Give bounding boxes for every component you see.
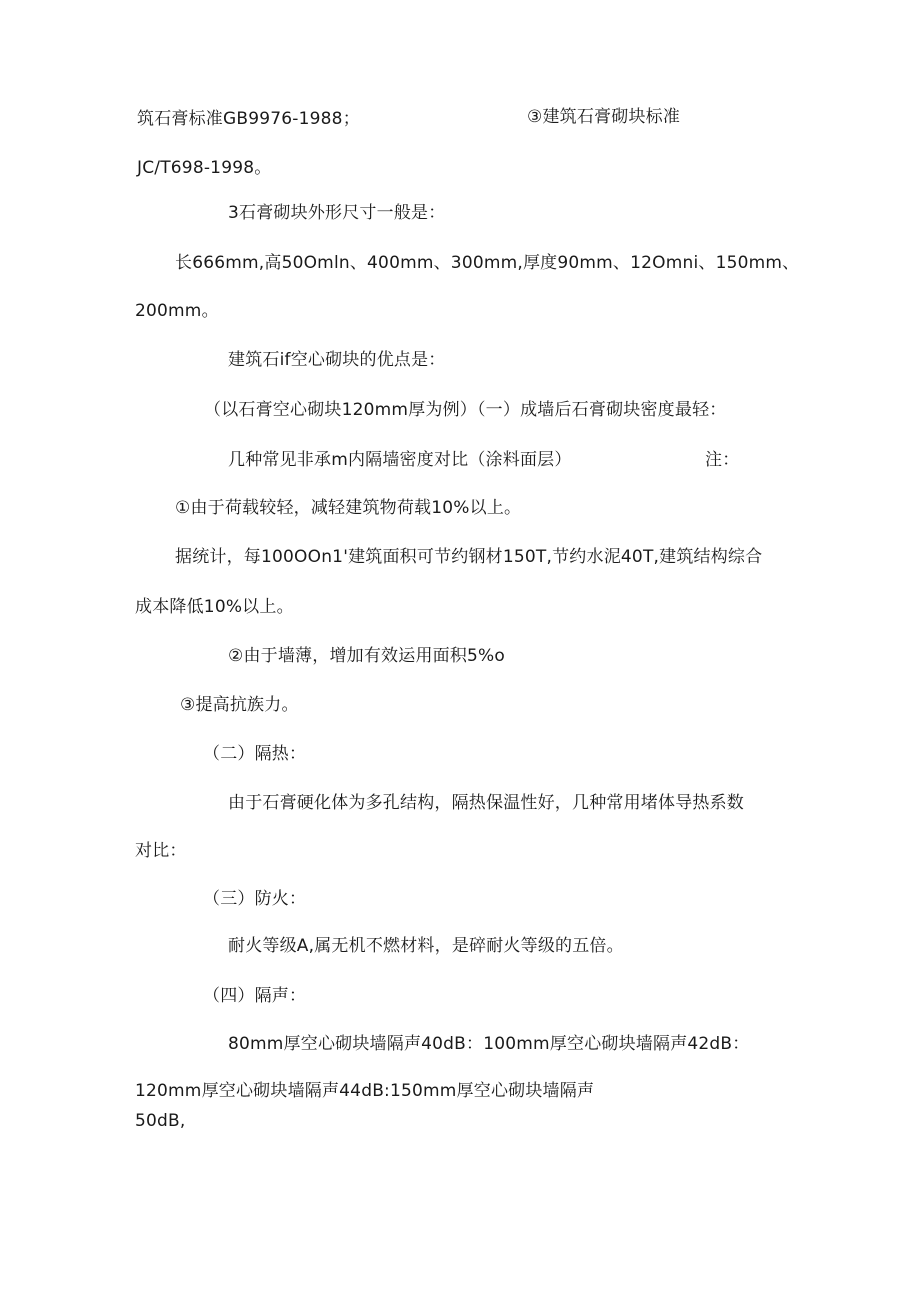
text-line-19: （三）防火： <box>203 889 307 909</box>
text-line-11: ①由于荷载较轻，减轻建筑物荷载10%以上。 <box>175 498 522 518</box>
text-line-3: JC/T698-1998。 <box>137 158 272 178</box>
text-line-13: 成本降低10%以上。 <box>135 597 294 617</box>
text-line-8: （以石膏空心砌块120mm厚为例）（一）成墙后石膏砌块密度最轻： <box>204 400 727 420</box>
text-line-7: 建筑石if空心砌块的优点是： <box>228 350 446 370</box>
text-line-6: 200mm。 <box>135 301 219 321</box>
text-line-12: 据统计，每100OOn1'建筑面积可节约钢材150T,节约水泥40T,建筑结构综合 <box>175 547 763 567</box>
text-line-9: 几种常见非承m内隔墙密度对比（涂料面层） <box>228 450 572 470</box>
text-line-5: 长666mm,高50Omln、400mm、300mm,厚度90mm、12Omni、150mm、 <box>175 253 800 273</box>
text-line-21: （四）隔声： <box>203 986 307 1006</box>
text-line-17: 由于石膏硬化体为多孔结构，隔热保温性好，几种常用堵体导热系数 <box>228 793 744 813</box>
text-line-1: 筑石膏标准GB9976-1988； <box>137 109 360 129</box>
text-line-10: 注： <box>705 450 740 470</box>
text-line-18: 对比： <box>135 841 187 861</box>
text-line-16: （二）隔热： <box>203 744 307 764</box>
text-line-23: 120mm厚空心砌块墙隔声44dB:150mm厚空心砌块墙隔声 <box>135 1081 595 1101</box>
text-line-14: ②由于墙薄，增加有效运用面积5%o <box>228 646 506 666</box>
text-line-22: 80mm厚空心砌块墙隔声40dB：100mm厚空心砌块墙隔声42dB： <box>228 1034 750 1054</box>
text-line-4: 3石膏砌块外形尺寸一般是： <box>228 203 446 223</box>
text-line-20: 耐火等级A,属无机不燃材料，是碎耐火等级的五倍。 <box>228 936 624 956</box>
text-line-2: ③建筑石膏砌块标准 <box>527 107 681 127</box>
text-line-15: ③提高抗族力。 <box>180 695 299 715</box>
text-line-24: 50dB, <box>135 1111 186 1131</box>
